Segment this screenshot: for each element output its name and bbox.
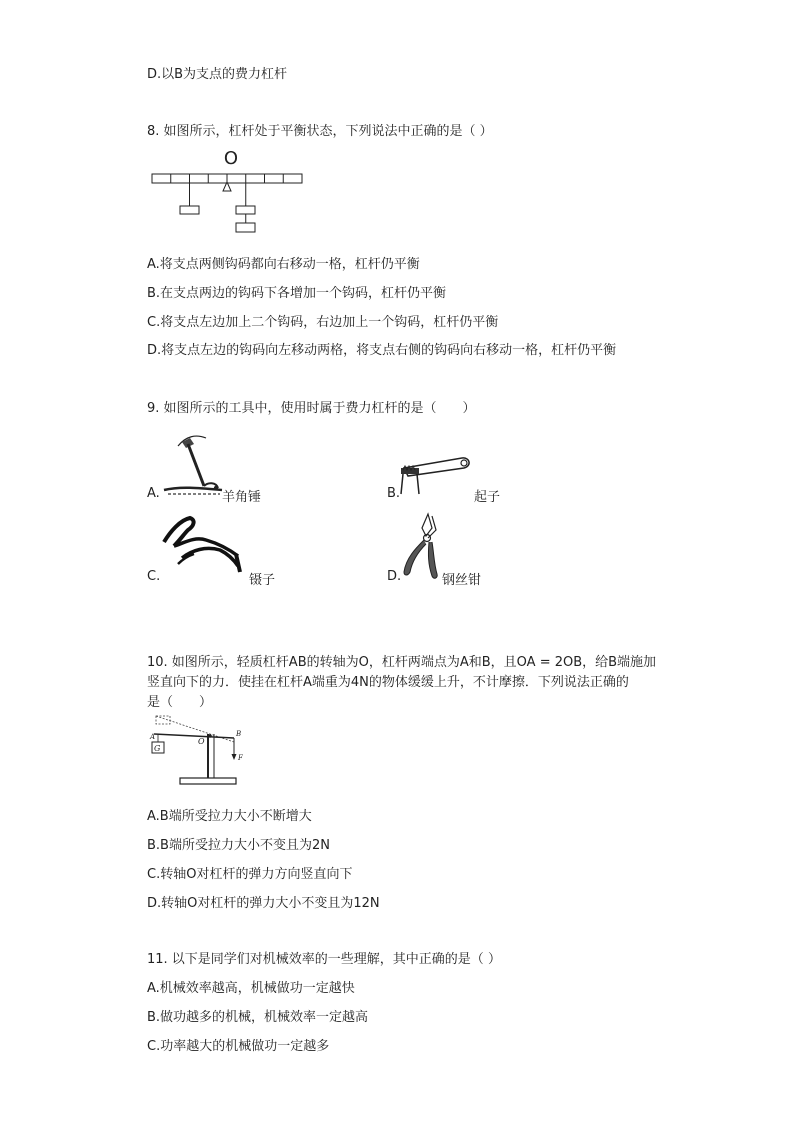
q11-option-c: C.功率越大的机械做功一定越多 [147, 1039, 330, 1054]
q9-claw-hammer-image [160, 428, 230, 498]
q10-stand-base [180, 778, 236, 784]
q10-option-d: D.转轴O对杠杆的弹力大小不变且为12N [147, 896, 380, 911]
q9-item-b-letter: B. [387, 486, 401, 501]
q10-raised-weight [156, 716, 170, 724]
q8-left-weight [180, 206, 199, 214]
q8-right-weight-1 [236, 206, 255, 214]
q11-option-a: A.机械效率越高，机械做功一定越快 [147, 981, 355, 996]
q10-label-f: F [238, 754, 243, 762]
q10-lever-bar [154, 734, 234, 738]
prev-option-d: D.以B为支点的费力杠杆 [147, 67, 288, 82]
q8-lever-svg [150, 146, 310, 238]
q10-label-o: O [198, 737, 205, 746]
q10-lever-svg [148, 712, 248, 788]
q9-item-b-name: 起子 [474, 490, 501, 505]
q9-item-c-letter: C. [147, 569, 161, 584]
q10-pivot-o [208, 734, 212, 738]
q10-label-b: B [236, 730, 242, 738]
q9-pliers-image [398, 510, 442, 582]
pliers-icon [398, 510, 442, 582]
q10-label-a: A [150, 733, 156, 741]
q9-item-a-letter: A. [147, 486, 160, 501]
q9-stem: 9. 如图所示的工具中，使用时属于费力杠杆的是（ ） [147, 401, 476, 416]
bottle-opener-icon [396, 454, 476, 500]
q8-option-d: D.将支点左边的钩码向左移动两格，将支点右侧的钩码向右移动一格，杠杆仍平衡 [147, 343, 617, 358]
q9-tweezers-image [160, 514, 242, 574]
q10-option-b: B.B端所受拉力大小不变且为2N [147, 838, 330, 853]
q8-pivot-label: O [223, 148, 239, 169]
q8-option-b: B.在支点两边的钩码下各增加一个钩码，杠杆仍平衡 [147, 286, 447, 301]
q8-option-a: A.将支点两侧钩码都向右移动一格，杠杆仍平衡 [147, 257, 420, 272]
tweezers-icon [160, 514, 242, 574]
q9-item-d-name: 钢丝钳 [442, 573, 482, 588]
q10-stem-line-1: 10. 如图所示，轻质杠杆AB的转轴为O，杠杆两端点为A和B，且OA = 2OB，给B端施加 [147, 655, 657, 670]
q10-stem-line-3: 是（ ） [147, 695, 213, 710]
q9-item-c-name: 镊子 [249, 573, 276, 588]
q11-stem: 11. 以下是同学们对机械效率的一些理解，其中正确的是（ ） [147, 952, 501, 967]
q9-bottle-opener-image [396, 454, 476, 500]
q10-option-a: A.B端所受拉力大小不断增大 [147, 809, 312, 824]
q8-option-c: C.将支点左边加上二个钩码，右边加上一个钩码，杠杆仍平衡 [147, 315, 499, 330]
q11-option-b: B.做功越多的机械，机械效率一定越高 [147, 1010, 369, 1025]
q10-label-g: G [154, 744, 161, 753]
q9-item-a-name: 羊角锤 [222, 490, 262, 505]
q10-lever-figure [148, 712, 248, 788]
q8-right-weight-2 [236, 223, 255, 232]
claw-hammer-icon [160, 428, 230, 498]
q8-stem: 8. 如图所示，杠杆处于平衡状态，下列说法中正确的是（ ） [147, 124, 493, 139]
q10-option-c: C.转轴O对杠杆的弹力方向竖直向下 [147, 867, 353, 882]
q8-lever-figure [150, 146, 310, 238]
q9-item-d-letter: D. [387, 569, 402, 584]
q10-stem-line-2: 竖直向下的力．使挂在杠杆A端重为4N的物体缓缓上升，不计摩擦．下列说法正确的 [147, 675, 629, 690]
